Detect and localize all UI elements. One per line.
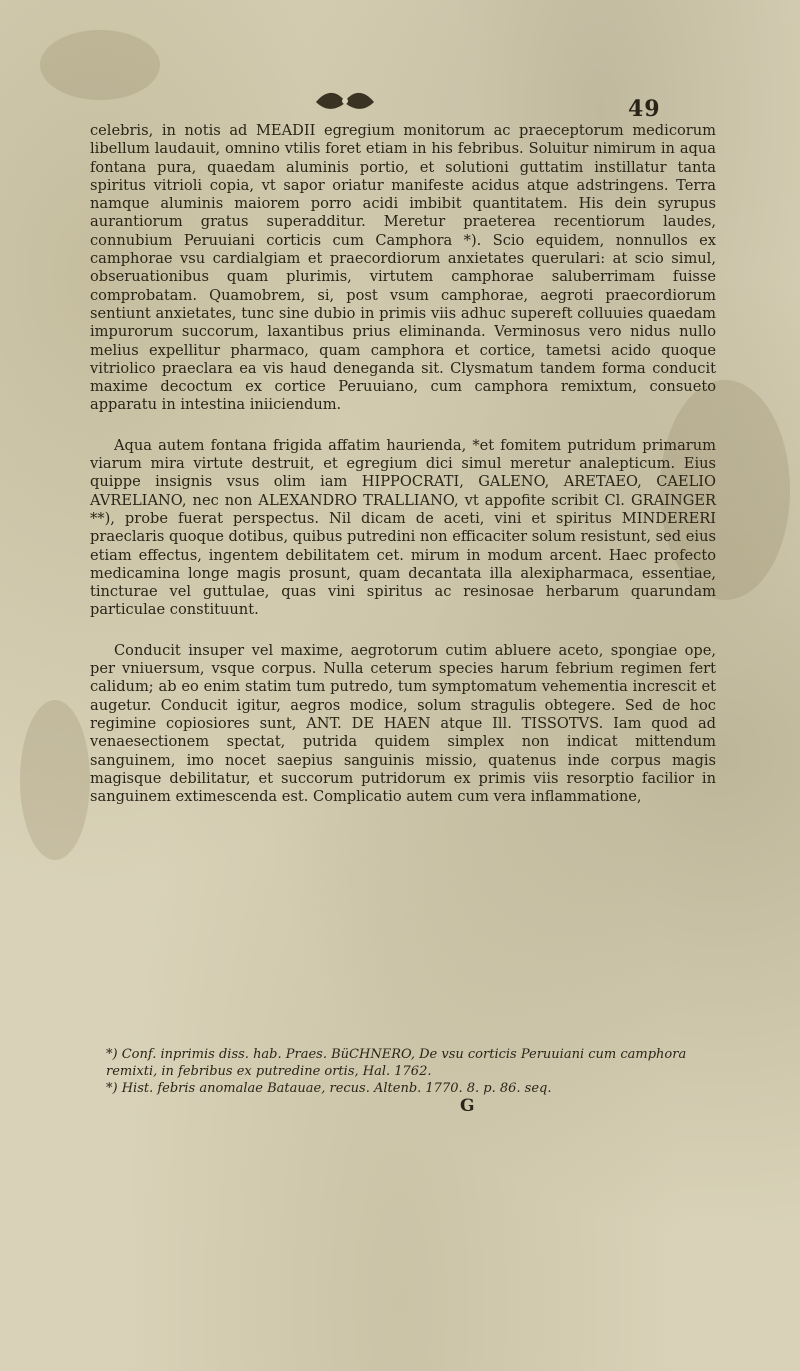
footnotes — [106, 1046, 718, 1097]
paper-stain — [20, 700, 90, 860]
head-ornament-icon — [312, 88, 378, 114]
paper-stain — [40, 30, 160, 100]
main-text — [90, 122, 716, 828]
footnote: *) Hist. febris anomalae Batauae, recus. Altenb. 1770. 8. p. 86. seq. — [106, 1081, 552, 1096]
signature-mark: G — [460, 1096, 481, 1116]
page-number: 49 — [628, 96, 661, 122]
paragraph: celebris, in notis ad MEADII egregium monitorum ac praeceptorum medicorum libellum laudauit, omnino vtilis foret etiam in his febribus. Soluitur nimirum in aqua fontana pura, quaedam aluminis portio, et solutioni guttatim instillatur tanta spiritus vitrioli copia, vt sapor oriatur manifeste acidus atque adstringens. Terra namque aluminis maiorem porro acidi imbibit quantitatem. His dein syrupus aurantiorum gratus superadditur. Meretur praeterea recentiorum laudes, connubium Peruuiani corticis cum Camphora *). Scio equidem, nonnullos ex camphorae vsu cardialgiam et praecordiorum anxietates querulari: at scio simul, obseruationibus quam plurimis, virtutem camphorae saluberrimam fuisse comprobatam. Quamobrem, si, post vsum camphorae, aegroti praecordiorum sentiunt anxietates, tunc sine dubio in primis viis adhuc supereft colluuies quaedam impurorum succorum, laxantibus prius eliminanda. Verminosus vero nidus nullo melius expellitur pharmaco, quam camphora et cortice, tametsi acido quoque vitriolico praeclara ea vis haud deneganda sit. Clysmatum tandem forma conducit maxime decoctum ex cortice Peruuiano, cum camphora remixtum, consueto apparatu in intestina iniiciendum. — [90, 122, 716, 414]
paragraph: Conducit insuper vel maxime, aegrotorum cutim abluere aceto, spongiae ope, per vniuersum, vsque corpus. Nulla ceterum species harum febrium regimen fert calidum; ab eo enim statim tum putredo, tum symptomatum vehementia increscit et augetur. Conducit igitur, aegros modice, solum stragulis obtegere. Sed de hoc regimine copiosiores sunt, ANT. DE HAEN atque Ill. TISSOTVS. Iam quod ad venaesectionem spectat, putrida quidem simplex non indicat mittendum sanguinem, imo nocet saepius sanguinis missio, quatenus inde corpus magis magisque debilitatur, et succorum putridorum ex primis viis resorptio facilior in sanguinem extimescenda est. Complicatio autem cum vera inflammatione, — [90, 641, 716, 806]
paragraph: Aqua autem fontana frigida affatim haurienda, *et fomitem putridum primarum viarum mira virtute destruit, et egregium dici simul meretur analepticum. Eius quippe insignis vsus olim iam HIPPOCRATI, GALENO, ARETAEO, CAELIO AVRELIANO, nec non ALEXANDRO TRALLIANO, vt appofite scribit Cl. GRAINGER **), probe fuerat perspectus. Nil dicam de aceti, vini et spiritus MINDERERI praeclaris quoque dotibus, quibus putredini non efficaciter solum resistunt, sed eius etiam effectus, ingentem debilitatem cet. mirum in modum arcent. Haec profecto medicamina longe magis prosunt, quam decantata illa alexipharmaca, essentiae, tincturae vel guttulae, quas vini spiritus ac resinosae herbarum quarundam particulae constituunt. — [90, 436, 716, 619]
footnote: *) Conf. inprimis diss. hab. Praes. BüCHNERO, De vsu corticis Peruuiani cum camphora remixti, in febribus ex putredine ortis, Hal. 1762. — [106, 1047, 687, 1079]
